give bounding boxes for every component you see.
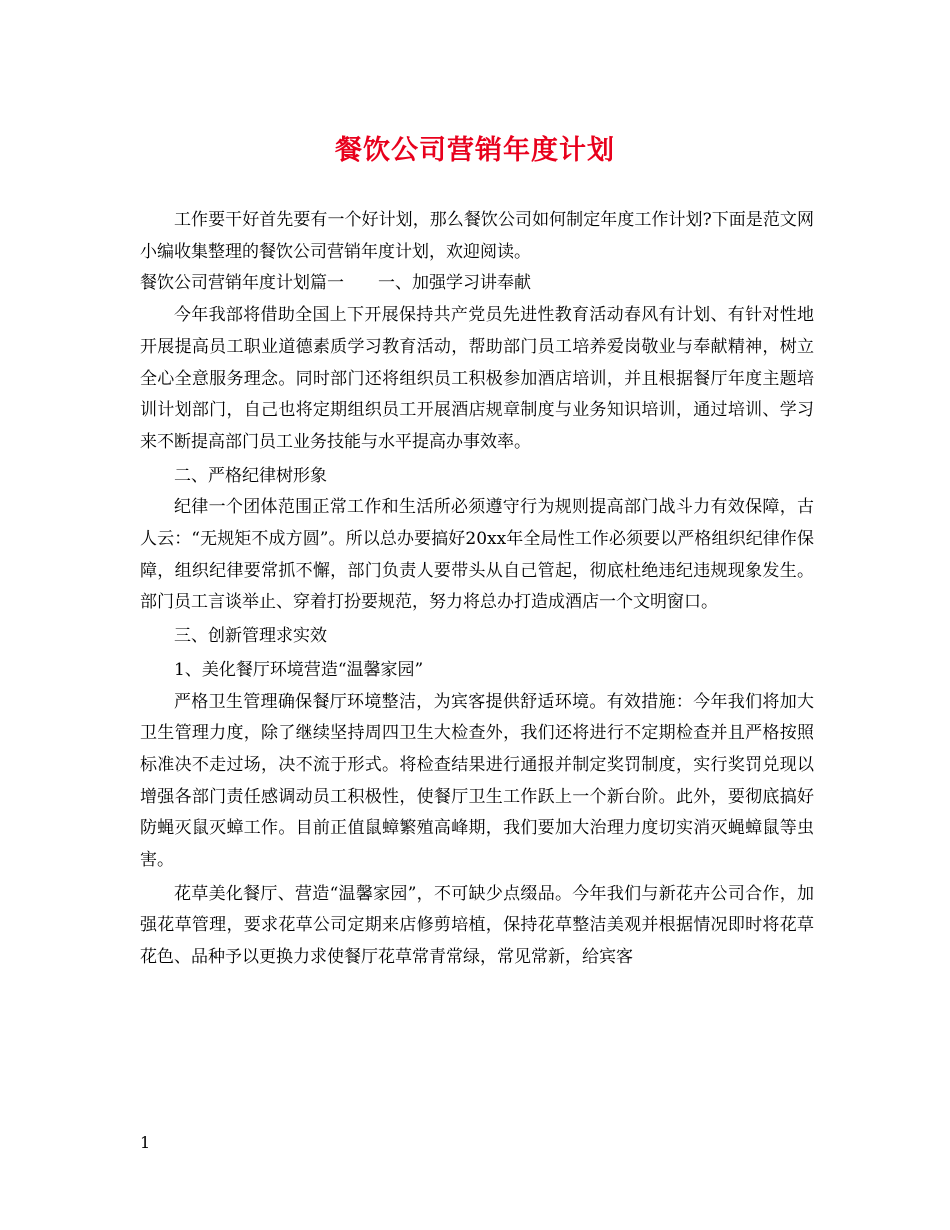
page-number: 1 (140, 1133, 151, 1152)
subsection-heading: 1、美化餐厅环境营造“温馨家园” (174, 659, 424, 680)
body-paragraph: 花草美化餐厅、营造“温馨家园”，不可缺少点缀品。今年我们与新花卉公司合作，加强花草管理，要求花草公司定期来店修剪培植，保持花草整洁美观并根据情况即时将花草花色、品种予以更换力求使餐厅花草常青常绿，常见常新，给宾客 (140, 883, 814, 968)
section-heading-plan-one: 餐饮公司营销年度计划篇一 一、加强学习讲奉献 (140, 273, 531, 294)
document-title: 餐饮公司营销年度计划 (335, 135, 615, 166)
body-paragraph: 今年我部将借助全国上下开展保持共产党员先进性教育活动春风有计划、有针对性地开展提高员工职业道德素质学习教育活动，帮助部门员工培养爱岗敬业与奉献精神，树立全心全意服务理念。同时部门还将组织员工积极参加酒店培训，并且根据餐厅年度主题培训计划部门，自己也将定期组织员工开展酒店规章制度与业务知识培训，通过培训、学习来不断提高部门员工业务技能与水平提高办事效率。 (140, 305, 814, 452)
section-heading: 二、严格纪律树形象 (174, 465, 327, 486)
body-paragraph: 严格卫生管理确保餐厅环境整洁，为宾客提供舒适环境。有效措施：今年我们将加大卫生管理力度，除了继续坚持周四卫生大检查外，我们还将进行不定期检查并且严格按照标准决不走过场，决不流于形式。将检查结果进行通报并制定奖罚制度，实行奖罚兑现以增强各部门责任感调动员工积极性，使餐厅卫生工作跃上一个新台阶。此外，要彻底搞好防蝇灭鼠灭蟑工作。目前正值鼠蟑繁殖高峰期，我们要加大治理力度切实消灭蝇蟑鼠等虫害。 (140, 691, 814, 871)
document-body (140, 205, 814, 974)
section-heading: 三、创新管理求实效 (174, 626, 327, 647)
body-paragraph: 纪律一个团体范围正常工作和生活所必须遵守行为规则提高部门战斗力有效保障，古人云：“无规矩不成方圆”。所以总办要搞好20xx年全局性工作必须要以严格组织纪律作保障，组织纪律要常抓不懈，部门负责人要带头从自己管起，彻底杜绝违纪违规现象发生。部门员工言谈举止、穿着打扮要规范，努力将总办打造成酒店一个文明窗口。 (140, 497, 814, 613)
intro-paragraph: 工作要干好首先要有一个好计划，那么餐饮公司如何制定年度工作计划?下面是范文网小编收集整理的餐饮公司营销年度计划，欢迎阅读。 (140, 210, 814, 262)
